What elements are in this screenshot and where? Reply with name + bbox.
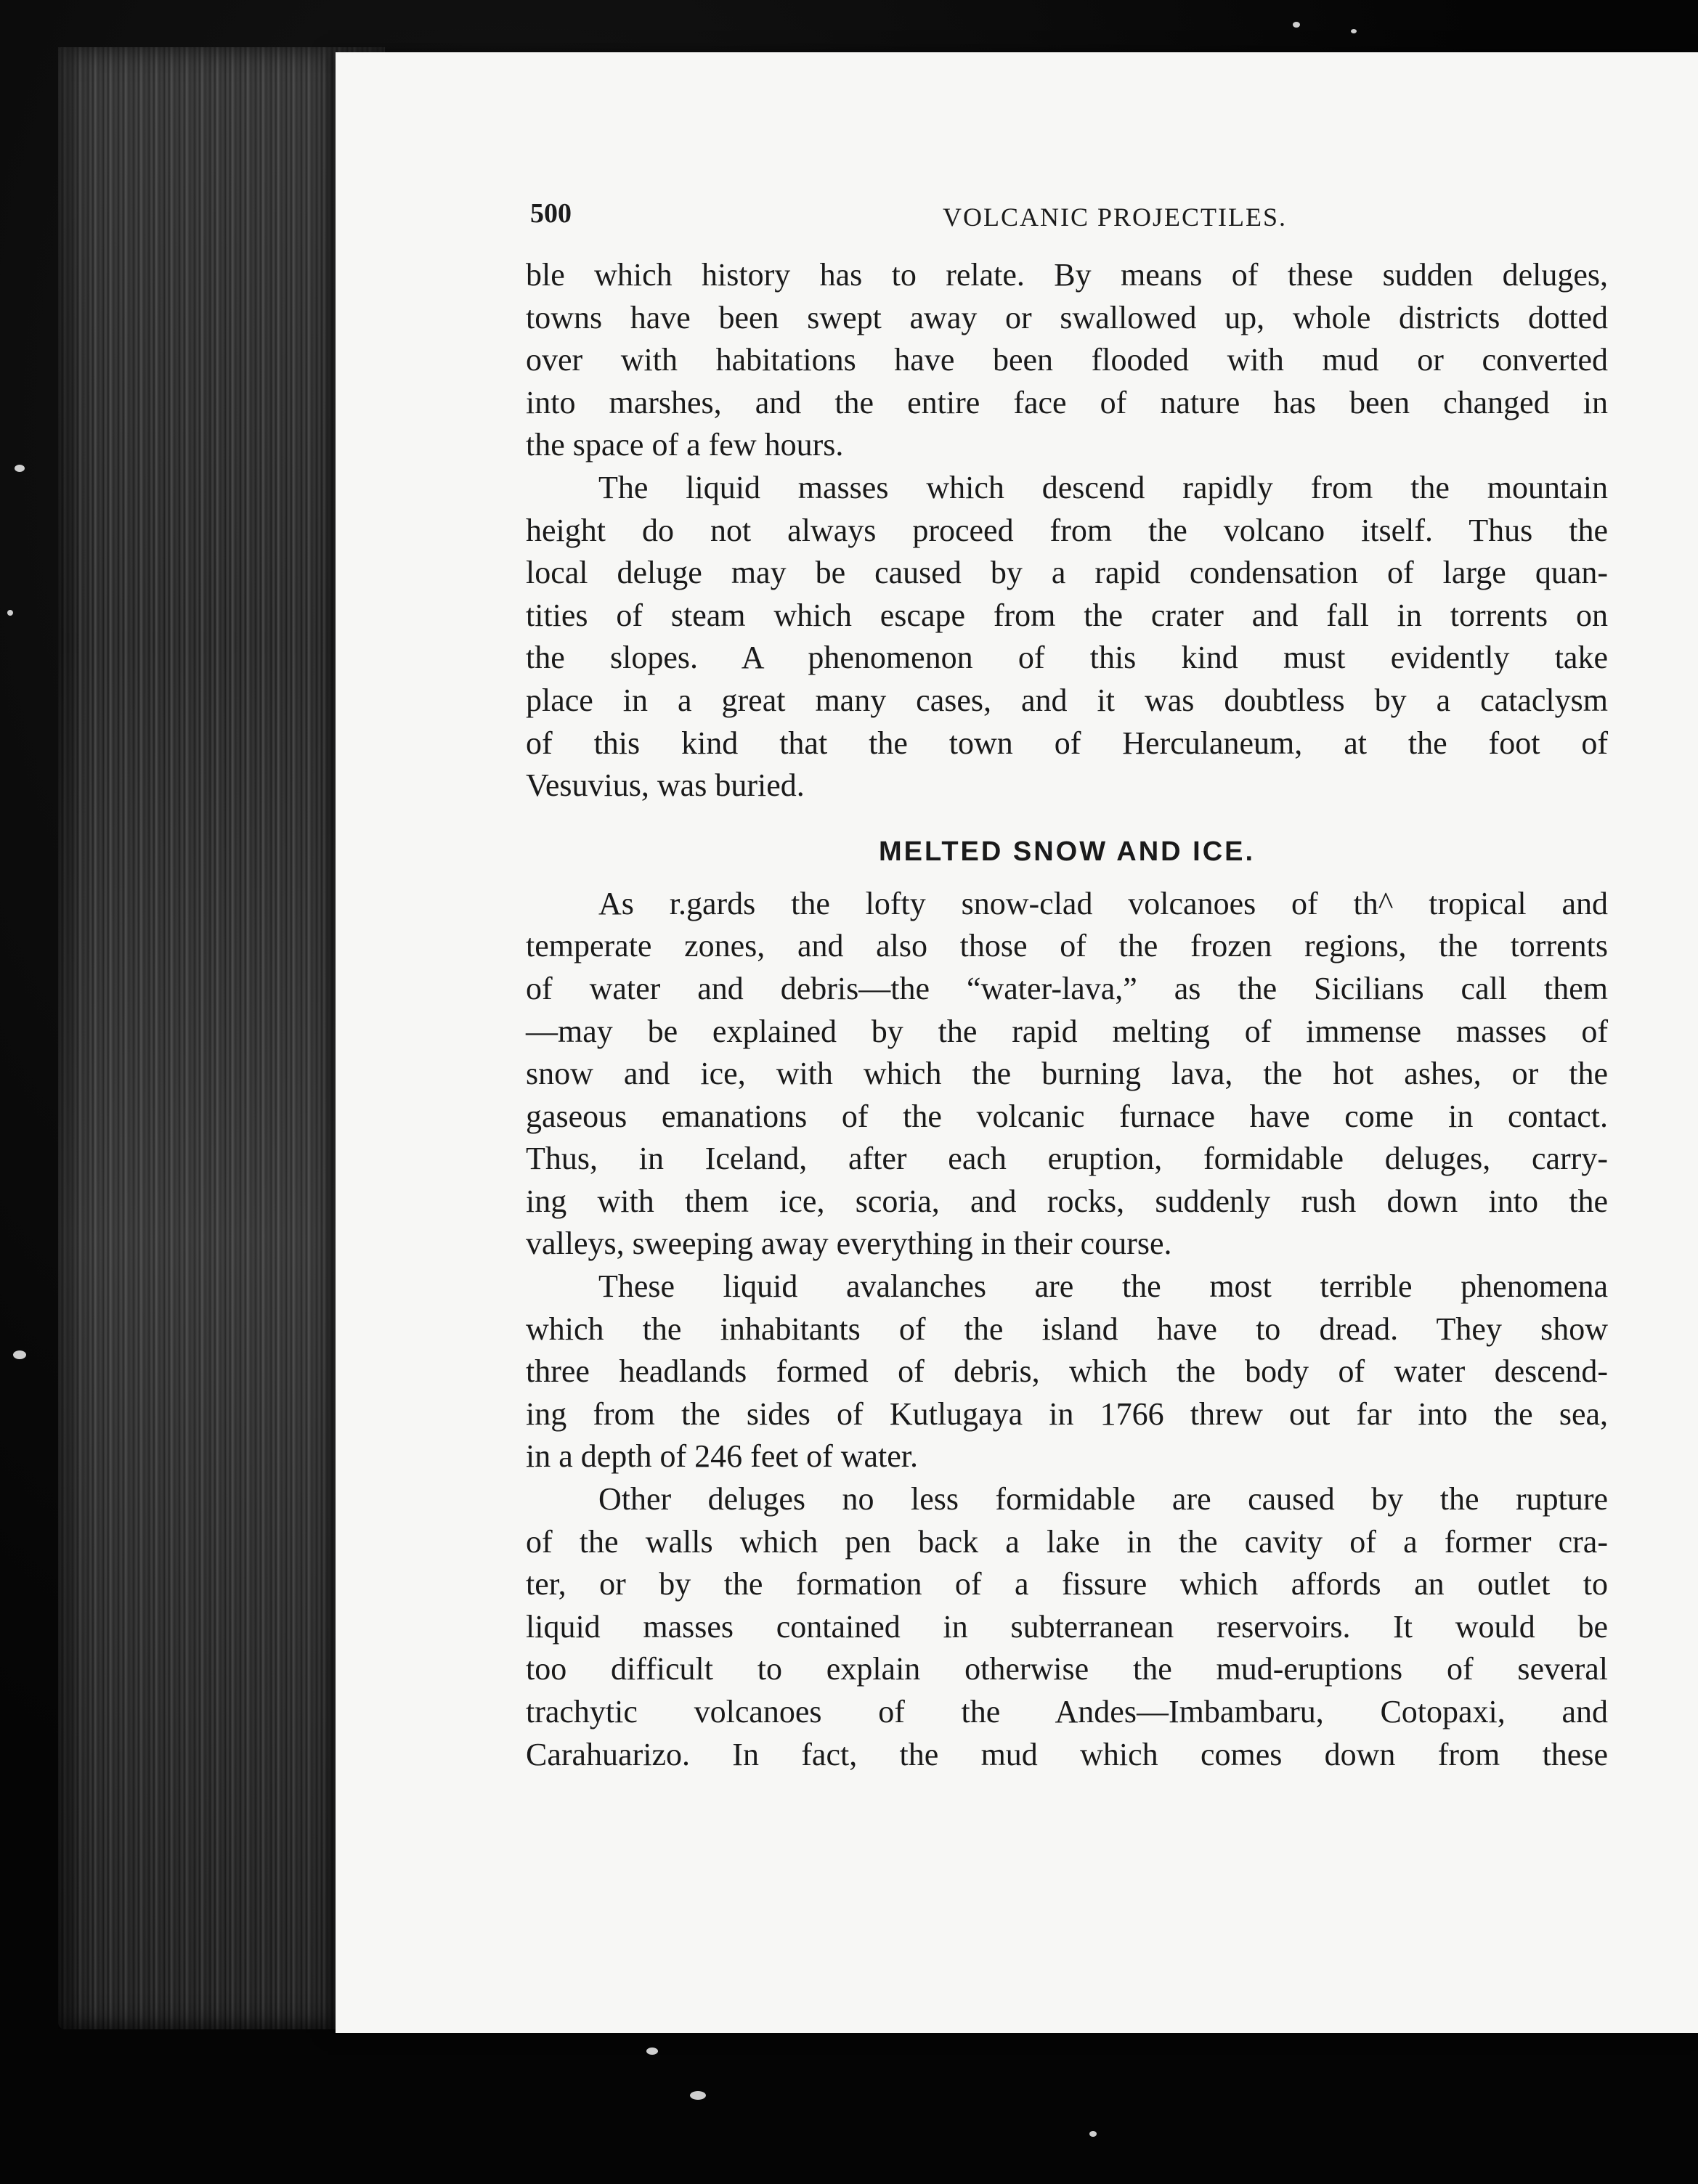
scan-speck (1293, 22, 1300, 28)
text-line: of water and debris—the “water-lava,” as the Sicilians call them (526, 970, 1608, 1006)
text-line: ing from the sides of Kutlugaya in 1766 threw out far into the sea, (526, 1395, 1608, 1432)
text-line: The liquid masses which descend rapidly from the mountain (598, 469, 1608, 505)
page-number: 500 (530, 198, 572, 229)
scan-speck (15, 465, 25, 472)
text-line: too difficult to explain otherwise the mud-eruptions of several (526, 1651, 1608, 1687)
text-line: Carahuarizo. In fact, the mud which comes down from these (526, 1736, 1608, 1772)
running-title: VOLCANIC PROJECTILES. (943, 203, 1288, 232)
text-line: temperate zones, and also those of the frozen regions, the torrents (526, 928, 1608, 964)
text-line: of the walls which pen back a lake in the cavity of a former cra- (526, 1523, 1608, 1560)
text-line: As r.gards the lofty snow-clad volcanoes of th^ tropical and (598, 885, 1608, 921)
scan-speck (1089, 2131, 1097, 2137)
text-line: place in a great many cases, and it was doubtless by a cataclysm (526, 682, 1608, 718)
text-line: liquid masses contained in subterranean reservoirs. It would be (526, 1608, 1608, 1645)
text-line: Thus, in Iceland, after each eruption, formidable deluges, carry- (526, 1141, 1608, 1177)
text-line: —may be explained by the rapid melting of immense masses of (526, 1013, 1608, 1049)
scan-speck (1351, 29, 1357, 33)
text-line: towns have been swept away or swallowed up, whole districts dotted (526, 299, 1608, 335)
scan-speck (13, 1350, 26, 1359)
text-line: trachytic volcanoes of the Andes—Imbambaru, Cotopaxi, and (526, 1694, 1608, 1729)
text-line: which the inhabitants of the island have to dread. They show (526, 1311, 1608, 1347)
book-page (336, 52, 1698, 2033)
text-line: local deluge may be caused by a rapid condensation of large quan- (526, 555, 1608, 591)
text-line: height do not always proceed from the volcano itself. Thus the (526, 512, 1608, 548)
text-line: Other deluges no less formidable are caused by the rupture (598, 1481, 1608, 1517)
text-line: the space of a few hours. (526, 427, 844, 463)
scan-speck (7, 610, 13, 616)
text-line: the slopes. A phenomenon of this kind must evidently take (526, 640, 1608, 676)
text-line: ble which history has to relate. By means of these sudden deluges, (526, 257, 1608, 293)
text-line: over with habitations have been flooded with mud or converted (526, 342, 1608, 378)
scan-speck (646, 2048, 658, 2055)
section-heading: MELTED SNOW AND ICE. (878, 836, 1256, 867)
text-line: of this kind that the town of Herculaneum, at the foot of (526, 725, 1608, 761)
text-line: snow and ice, with which the burning lava, the hot ashes, or the (526, 1056, 1608, 1092)
text-line: Vesuvius, was buried. (526, 767, 805, 804)
text-line: These liquid avalanches are the most terrible phenomena (598, 1268, 1608, 1305)
text-line: three headlands formed of debris, which the body of water descend- (526, 1353, 1608, 1390)
text-line: ing with them ice, scoria, and rocks, suddenly rush down into the (526, 1183, 1608, 1219)
text-line: into marshes, and the entire face of nature has been changed in (526, 384, 1608, 420)
scan-speck (690, 2091, 706, 2100)
page-body (526, 254, 1608, 1776)
text-line: valleys, sweeping away everything in their course. (526, 1226, 1172, 1262)
text-line: gaseous emanations of the volcanic furnace have come in contact. (526, 1098, 1608, 1134)
page-header (530, 197, 1698, 248)
text-line: in a depth of 246 feet of water. (526, 1438, 919, 1475)
text-line: tities of steam which escape from the crater and fall in torrents on (526, 597, 1608, 633)
text-line: ter, or by the formation of a fissure which affords an outlet to (526, 1566, 1608, 1602)
